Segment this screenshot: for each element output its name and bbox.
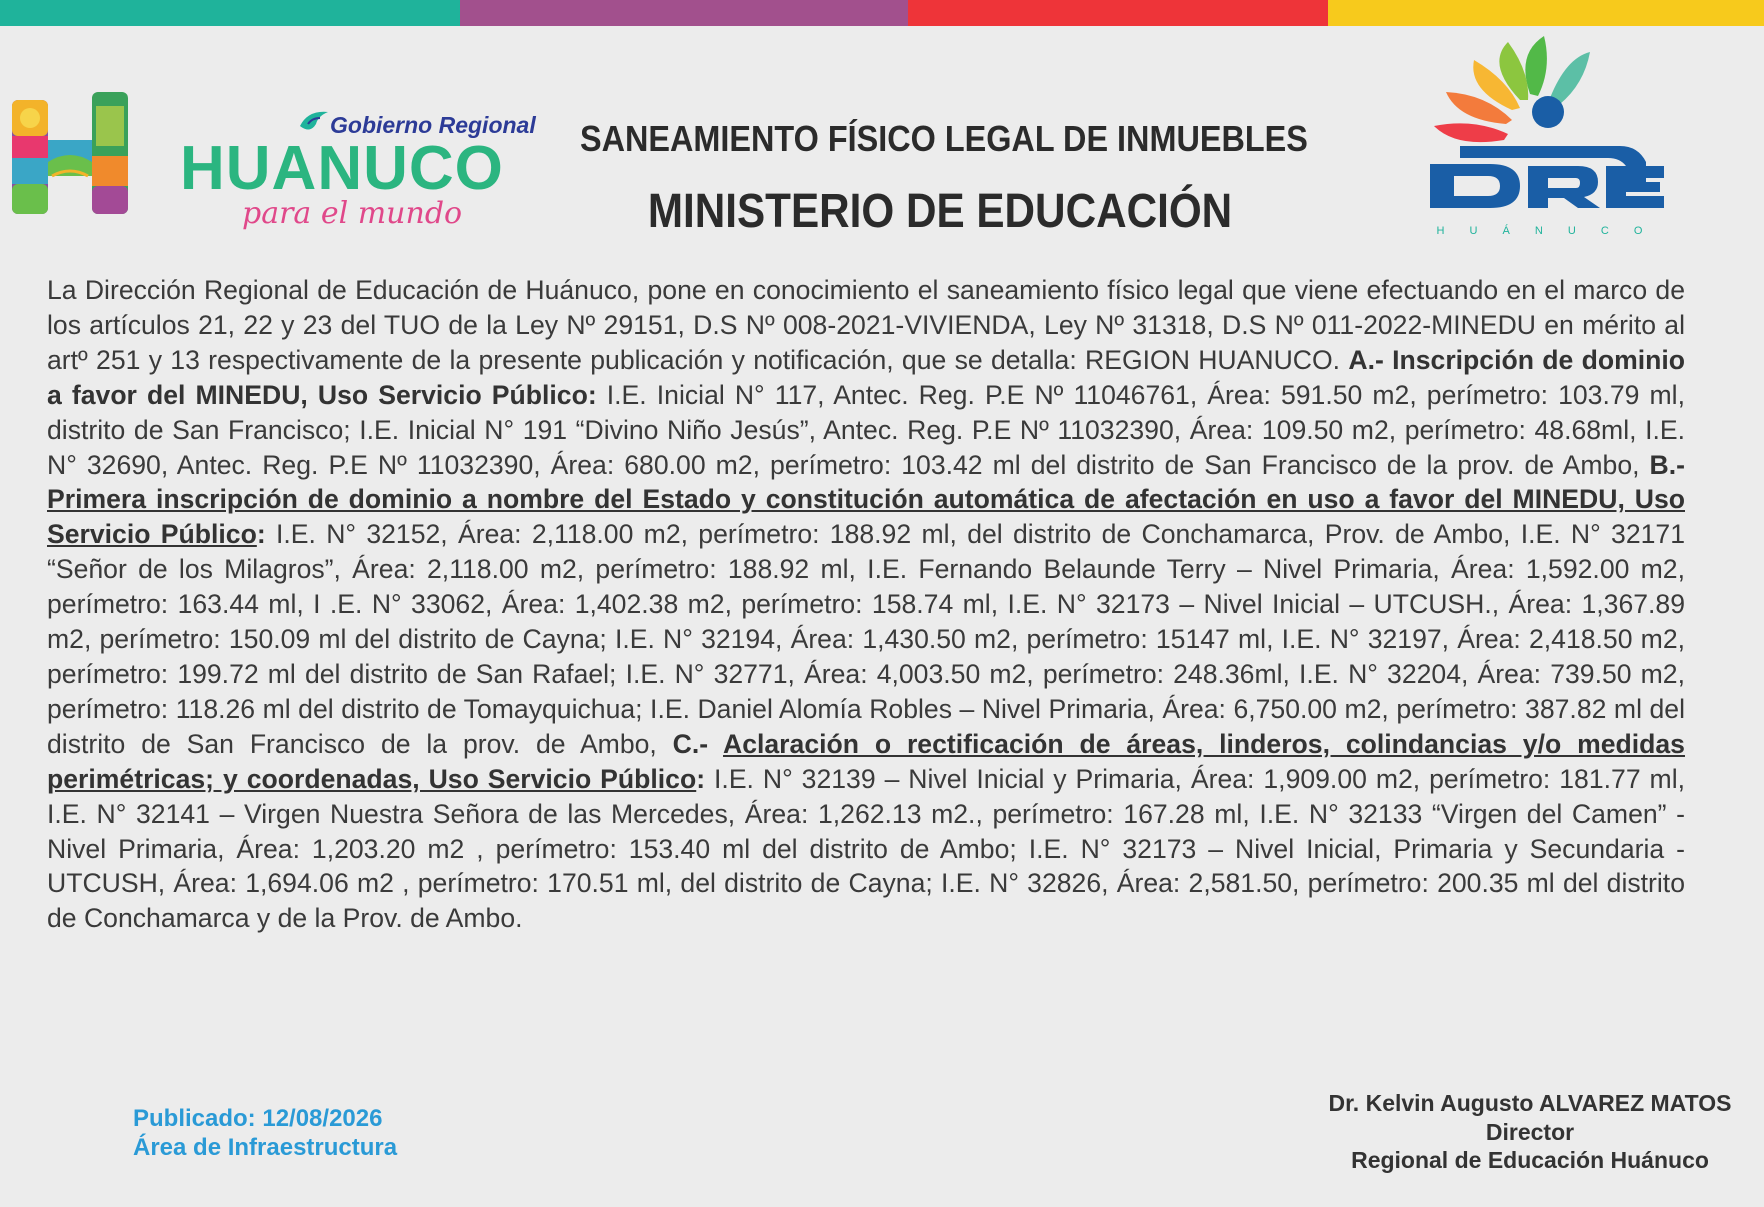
stripe-red (908, 0, 1328, 26)
section-c-text: I.E. N° 32139 – Nivel Inicial y Primaria, Área: 1,909.00 m2, perímetro: 181.77 ml, I.E. N° 32141 – Virgen Nuestra Señora de las Mercedes, Área: 1,262.13 m2., perímetro: 167.28 ml, I.E. N° 32133 “Virgen del Camen” - Nivel Primaria, Área: 1,203.20 m2 , perímetro: 153.40 ml del distrito de Ambo; I.E. N° 32173 – Nivel Inicial, Primaria y Secundaria - UTCUSH, Área: 1,694.06 m2 , perímetro: 170.51 ml, del distrito de Cayna; I.E. N° 32826, Área: 2,581.50, perímetro: 200.35 ml del distrito de Conchamarca y de la Prov. de Ambo. (47, 763, 1686, 934)
gobierno-regional-logo (180, 108, 540, 231)
stripe-teal (0, 0, 460, 26)
section-b-label: Primera inscripción de dominio a nombre del Estado y constitución automática de afectación en uso a favor del MINEDU, Uso Servicio Público (47, 484, 1685, 550)
section-c-label: Aclaración o rectificación de áreas, linderos, colindancias y/o medidas perimétricas; y coordenadas, Uso Servicio Público (47, 728, 1685, 794)
section-c-colon: : (696, 763, 706, 794)
gr-logo-sub: para el mundo (242, 196, 463, 231)
gr-logo-top: Gobierno Regional (330, 112, 536, 138)
dre-logo-sub: H U Á N U C O (1436, 225, 1654, 237)
section-a-label: A.- Inscripción de dominio a favor del MINEDU, Uso Servicio Público: (47, 344, 1685, 410)
page-title-line2: MINISTERIO DE EDUCACIÓN (647, 185, 1233, 238)
section-c-prefix: C.- (672, 728, 723, 759)
signer-role: Director (1485, 1118, 1575, 1145)
section-b-colon: : (256, 519, 266, 550)
page-title-line1: SANEAMIENTO FÍSICO LEGAL DE INMUEBLES (580, 118, 1308, 159)
huanuco-h-logo-icon (12, 92, 130, 216)
bird-icon (298, 108, 330, 136)
published-date: Publicado: 12/08/2026 (133, 1105, 383, 1132)
section-b-prefix: B.- (1649, 449, 1685, 480)
section-a-text: I.E. Inicial N° 117, Antec. Reg. P.E Nº 11046761, Área: 591.50 m2, perímetro: 103.79 ml, distrito de San Francisco; I.E. Inicial N° 191 “Divino Niño Jesús”, Antec. Reg. P.E Nº 11032390, Área: 109.50 m2, perímetro: 48.68ml, I.E. N° 32690, Antec. Reg. P.E Nº 11032390, Área: 680.00 m2, perímetro: 103.42 ml del distrito de San Francisco de la prov. de Ambo, (47, 379, 1685, 480)
stripe-purple (460, 0, 908, 26)
section-b-text: I.E. N° 32152, Área: 2,118.00 m2, perímetro: 188.92 ml, del distrito de Conchamarca, Prov. de Ambo, I.E. N° 32171 “Señor de los Milagros”, Área: 2,118.00 m2, perímetro: 188.92 ml, I.E. Fernando Belaunde Terry – Nivel Primaria, Área: 1,592.00 m2, perímetro: 163.44 ml, I .E. N° 33062, Área: 1,402.38 m2, perímetro: 158.74 ml, I.E. N° 32173 – Nivel Inicial – UTCUSH., Área: 1,367.89 m2, perímetro: 150.09 ml del distrito de Cayna; I.E. N° 32194, Área: 1,430.50 m2, perímetro: 15147 ml, I.E. N° 32197, Área: 2,418.50 m2, perímetro: 199.72 ml del distrito de San Rafael; I.E. N° 32771, Área: 4,003.50 m2, perímetro: 248.36ml, I.E. N° 32204, Área: 739.50 m2, perímetro: 118.26 ml del distrito de Tomayquichua; I.E. Daniel Alomía Robles – Nivel Primaria, Área: 6,750.00 m2, perímetro: 387.82 ml del distrito de San Francisco de la prov. de Ambo, (47, 519, 1685, 759)
intro-text: La Dirección Regional de Educación de Huánuco, pone en conocimiento el saneamiento físico legal que viene efectuando en el marco de los artículos 21, 22 y 23 del TUO de la Ley Nº 29151, D.S Nº 008-2021-VIVIENDA, Ley Nº 31318, D.S Nº 011-2022-MINEDU en mérito al artº 251 y 13 respectivamente de la presente publicación y notificación, que se detalla: REGION HUANUCO. (47, 275, 1685, 375)
stripe-yellow (1328, 0, 1764, 26)
dre-logo-icon (1420, 34, 1670, 248)
signer-name: Dr. Kelvin Augusto ALVAREZ MATOS (1328, 1090, 1732, 1116)
signer-org: Regional de Educación Huánuco (1351, 1147, 1709, 1173)
publication-info (133, 1104, 397, 1162)
gr-logo-main: HUANUCO (180, 134, 504, 203)
notice-body (47, 273, 1685, 936)
department-name: Área de Infraestructura (133, 1134, 398, 1161)
signature-block (1180, 1089, 1764, 1175)
